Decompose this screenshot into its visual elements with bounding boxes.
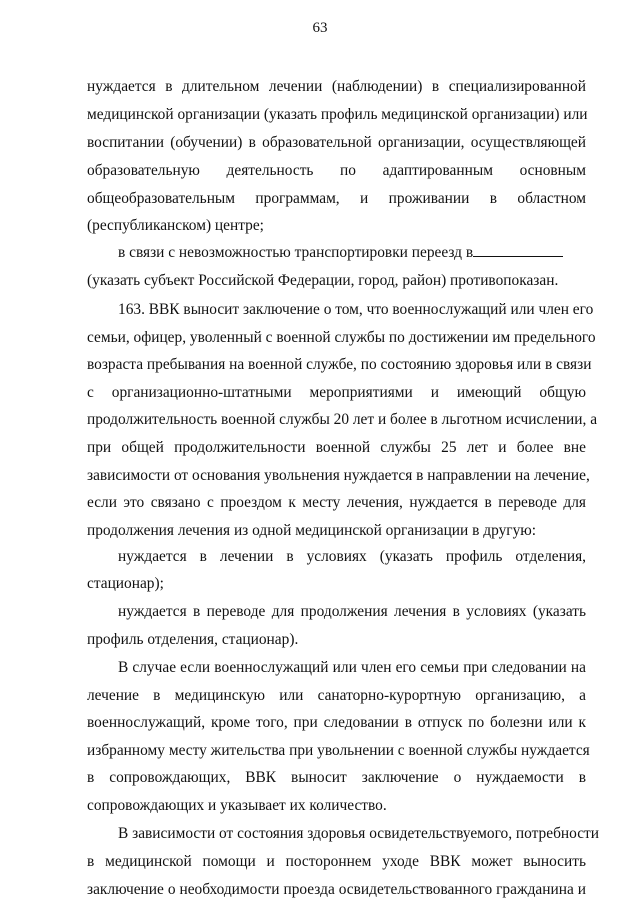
text-line-with-blank bbox=[118, 243, 563, 263]
text-line: с организационно-штатными мероприятиями и имеющий общую bbox=[87, 384, 586, 401]
text-line: нуждается в длительном лечении (наблюдении) в специализированной bbox=[87, 78, 586, 95]
text-line: заключение о необходимости проезда освидетельствованного гражданина и bbox=[87, 881, 586, 898]
text-line: если это связано с проездом к месту лечения, нуждается в переводе для bbox=[87, 494, 586, 511]
text-line: стационар); bbox=[87, 575, 164, 592]
paragraph-start: В зависимости от состояния здоровья освидетельствуемого, потребности bbox=[118, 825, 600, 842]
text-line: военнослужащий, кроме того, при следовании в отпуск по болезни или к bbox=[87, 714, 586, 731]
text-line: возраста пребывания на военной службе, по состоянию здоровья или в связи bbox=[87, 356, 592, 373]
text-line: профиль отделения, стационар). bbox=[87, 631, 299, 648]
text-line: общеобразовательным программам, и проживании в областном bbox=[87, 190, 586, 207]
paragraph-start: 163. ВВК выносит заключение о том, что военнослужащий или член его bbox=[118, 301, 594, 318]
paragraph-start: нуждается в переводе для продолжения лечения в условиях (указать bbox=[118, 603, 586, 620]
text-line: образовательную деятельность по адаптированным основным bbox=[87, 162, 586, 179]
paragraph-start: В случае если военнослужащий или член его семьи при следовании на bbox=[118, 659, 586, 676]
text-line: (республиканском) центре; bbox=[87, 217, 264, 234]
text-line: в связи с невозможностью транспортировки переезд в bbox=[118, 244, 474, 261]
text-line: семьи, офицер, уволенный с военной службы по достижении им предельного bbox=[87, 329, 596, 346]
text-line: лечение в медицинскую или санаторно-курортную организацию, а bbox=[87, 687, 586, 704]
text-line: (указать субъект Российской Федерации, город, район) противопоказан. bbox=[87, 272, 559, 289]
text-line: при общей продолжительности военной службы 25 лет и более вне bbox=[87, 439, 586, 456]
text-line: воспитании (обучении) в образовательной организации, осуществляющей bbox=[87, 134, 586, 151]
paragraph-start: нуждается в лечении в условиях (указать профиль отделения, bbox=[118, 548, 586, 565]
text-line: продолжительность военной службы 20 лет и более в льготном исчислении, а bbox=[87, 411, 598, 428]
text-line: медицинской организации (указать профиль медицинской организации) или bbox=[87, 106, 588, 123]
text-line: избранному месту жительства при увольнении с военной службы нуждается bbox=[87, 742, 590, 759]
page-number: 63 bbox=[312, 20, 328, 36]
text-line: зависимости от основания увольнения нуждается в направлении на лечение, bbox=[87, 467, 590, 484]
text-line: продолжения лечения из одной медицинской организации в другую: bbox=[87, 522, 537, 539]
text-line: в сопровождающих, ВВК выносит заключение о нуждаемости в bbox=[87, 769, 586, 786]
blank-underline bbox=[473, 244, 563, 257]
text-line: в медицинской помощи и постороннем уходе ВВК может выносить bbox=[87, 853, 586, 870]
text-line: сопровождающих и указывает их количество. bbox=[87, 797, 387, 814]
